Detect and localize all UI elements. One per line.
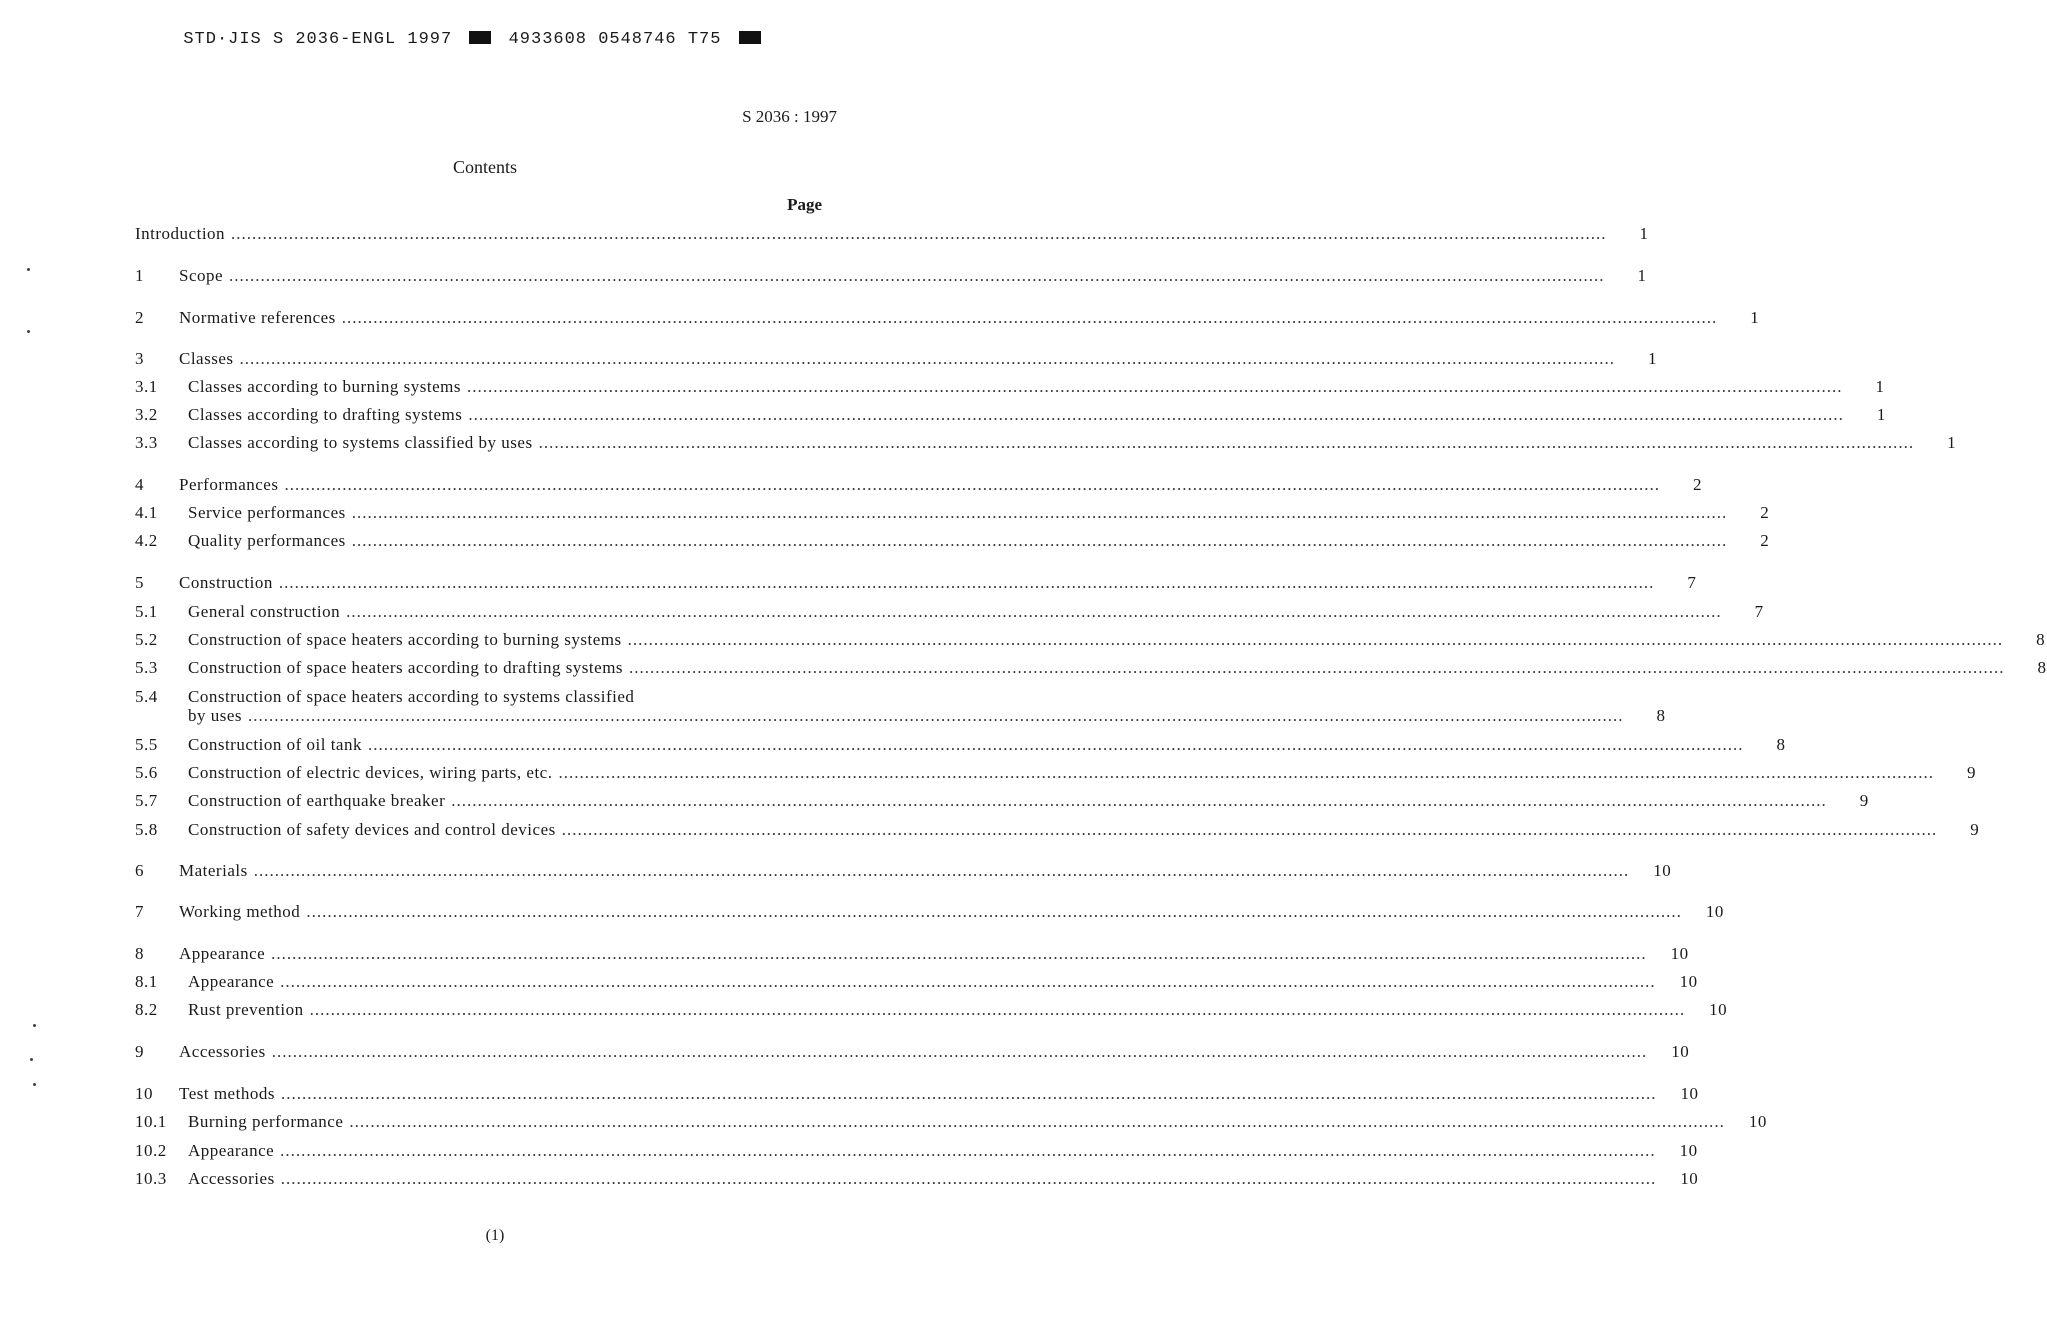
toc-entry-title: Rust prevention: [188, 1000, 304, 1019]
dot-leader: [352, 531, 1728, 551]
toc-entry-page: 9: [1966, 763, 1976, 782]
toc-entry-page: 10: [1670, 944, 1689, 963]
toc-entry-number: 3: [135, 349, 144, 368]
dot-leader: [628, 630, 2004, 650]
toc-entry-title: Construction: [179, 573, 273, 592]
toc-entry-title: Classes according to drafting systems: [188, 405, 463, 424]
toc-entry-title: Classes according to burning systems: [188, 377, 461, 396]
toc-entry-page: 10: [1679, 1141, 1698, 1160]
toc-entry-number: 8.1: [135, 972, 158, 991]
toc-entry-number: 5.7: [135, 791, 158, 810]
toc-entry-page: 2: [1760, 531, 1770, 550]
toc-entry[interactable]: [135, 602, 1764, 622]
toc-entry-title: Accessories: [188, 1169, 275, 1188]
toc-entry-page: 8: [1656, 706, 1666, 725]
toc-entry-title: Normative references: [179, 308, 336, 327]
scan-speck: [27, 330, 30, 333]
toc-entry-page: 7: [1687, 573, 1697, 592]
toc-entry-page: 10: [1680, 1084, 1699, 1103]
header-code-part1: STD·JIS S 2036-ENGL 1997: [183, 30, 453, 49]
toc-entry[interactable]: [135, 1042, 1690, 1062]
dot-leader: [629, 658, 2005, 678]
toc-entry-number: 4: [135, 475, 144, 494]
toc-entry-title: Working method: [179, 902, 301, 921]
toc-entry-page: 1: [1639, 224, 1649, 243]
toc-entry[interactable]: [135, 820, 1980, 840]
toc-entry-page: 10: [1709, 1000, 1728, 1019]
dot-leader: [248, 706, 1624, 726]
scan-speck: [27, 268, 30, 271]
toc-entry-page: 1: [1750, 308, 1760, 327]
dot-leader: [231, 224, 1607, 244]
toc-entry[interactable]: [135, 573, 1697, 593]
dot-leader: [280, 1141, 1656, 1161]
toc-entry-title: Construction of space heaters according to drafting systems: [188, 658, 624, 677]
toc-entry[interactable]: [135, 531, 1770, 551]
toc-entry-page: 8: [2037, 658, 2047, 677]
toc-entry-page: 1: [1648, 349, 1657, 368]
toc-entry-number: 5: [135, 573, 144, 592]
toc-entry-title: Classes according to systems classified by uses: [188, 433, 533, 452]
toc-entry-number: 4.1: [135, 503, 158, 522]
toc-entry-number: 3.3: [135, 433, 158, 452]
toc-entry-number: 10.2: [135, 1141, 167, 1160]
toc-entry-title: Service performances: [188, 503, 346, 522]
toc-entry-number: 5.3: [135, 658, 158, 677]
toc-entry-title: Construction of space heaters according to burning systems: [188, 630, 622, 649]
dot-leader: [352, 503, 1728, 523]
toc-entry[interactable]: [135, 687, 1666, 729]
dot-leader: [279, 573, 1655, 593]
dot-leader: [342, 308, 1718, 328]
toc-entry[interactable]: [135, 944, 1689, 964]
toc-entry-number: 10.3: [135, 1169, 167, 1188]
toc-entry-page: 2: [1692, 475, 1702, 494]
document-header-code: [0, 30, 950, 49]
toc-entry-page: 10: [1748, 1112, 1767, 1131]
toc-entry-number: 5.8: [135, 820, 158, 839]
toc-entry-number: 8.2: [135, 1000, 158, 1019]
toc-entry-page: 10: [1653, 861, 1672, 880]
toc-entry-title-line2: [188, 706, 1666, 726]
toc-entry-number: 1: [135, 266, 144, 285]
toc-entry-title: General construction: [188, 602, 341, 621]
toc-entry[interactable]: [135, 735, 1786, 755]
toc-entry-number: 2: [135, 308, 144, 327]
toc-entry-introduction[interactable]: [135, 224, 1649, 244]
toc-entry-number: 4.2: [135, 531, 158, 550]
toc-entry-page: 1: [1876, 405, 1886, 424]
toc-entry-number: 5.6: [135, 763, 158, 782]
toc-entry-page: 10: [1705, 902, 1724, 921]
toc-entry[interactable]: [135, 266, 1647, 286]
toc-entry-title: Appearance: [188, 972, 275, 991]
dot-leader: [468, 405, 1844, 425]
toc-entry[interactable]: [135, 1084, 1699, 1104]
toc-entry-title-block: [188, 687, 1666, 726]
toc-entry-page: 10: [1680, 1169, 1699, 1188]
dot-leader: [284, 475, 1660, 495]
toc-entry-title: Construction of oil tank: [188, 735, 362, 754]
toc-entry[interactable]: [135, 861, 1672, 881]
toc-entry-title: Performances: [179, 475, 279, 494]
toc-entry[interactable]: [135, 1141, 1698, 1161]
toc-entry[interactable]: [135, 630, 2046, 650]
dot-leader: [368, 735, 1744, 755]
dot-leader: [229, 266, 1605, 286]
toc-entry-title: Burning performance: [188, 1112, 344, 1131]
dot-leader: [346, 602, 1722, 622]
dot-leader: [254, 861, 1630, 881]
toc-entry-number: 5.5: [135, 735, 158, 754]
toc-entry-title: Quality performances: [188, 531, 346, 550]
toc-entry-title: Introduction: [135, 224, 226, 243]
standard-number: S 2036 : 1997: [742, 107, 837, 126]
dot-leader: [271, 944, 1647, 964]
dot-leader: [539, 433, 1915, 453]
page-column-label: Page: [787, 195, 822, 214]
toc-entry[interactable]: [135, 503, 1770, 523]
toc-entry-number: 5.2: [135, 630, 158, 649]
toc-entry-page: 10: [1671, 1042, 1690, 1061]
toc-entry-number: 6: [135, 861, 144, 880]
toc-entry[interactable]: [135, 791, 1869, 811]
toc-entry[interactable]: [135, 405, 1886, 425]
toc-entry[interactable]: [135, 308, 1760, 328]
dot-leader: [280, 972, 1656, 992]
toc-entry-number: 9: [135, 1042, 144, 1061]
toc-entry-page: 1: [1947, 433, 1957, 452]
toc-entry-title: Appearance: [179, 944, 266, 963]
toc-entry[interactable]: [135, 349, 1657, 369]
toc-entry-number: 5.4: [135, 687, 158, 706]
toc-entry-number: 10: [135, 1084, 153, 1103]
toc-entry-page: 8: [1776, 735, 1786, 754]
dot-leader: [306, 902, 1682, 922]
toc-entry-title: Construction of electric devices, wiring parts, etc.: [188, 763, 553, 782]
toc-entry-page: 9: [1970, 820, 1980, 839]
toc-entry-page: 9: [1859, 791, 1869, 810]
toc-entry[interactable]: [135, 902, 1724, 922]
page-number-footer: (1): [485, 1227, 505, 1244]
scan-speck: [33, 1024, 36, 1027]
scan-speck: [30, 1058, 33, 1061]
toc-entry-page: 8: [2036, 630, 2046, 649]
dot-leader: [272, 1042, 1648, 1062]
toc-entry-title: Accessories: [179, 1042, 266, 1061]
black-square-mark: [739, 31, 761, 44]
dot-leader: [310, 1000, 1686, 1020]
dot-leader: [349, 1112, 1725, 1132]
toc-entry-page: 1: [1637, 266, 1647, 285]
toc-entry-title: Construction of earthquake breaker: [188, 791, 446, 810]
scan-speck: [33, 1083, 36, 1086]
toc-entry-title: Classes: [179, 349, 234, 368]
header-code-part2: 4933608 0548746 T75: [508, 30, 722, 49]
toc-entry-page: 1: [1875, 377, 1885, 396]
toc-entry-title: Materials: [179, 861, 248, 880]
toc-entry[interactable]: [135, 658, 2047, 678]
toc-entry[interactable]: [135, 433, 1957, 453]
dot-leader: [558, 763, 1934, 783]
toc-entry-number: 10.1: [135, 1112, 167, 1131]
toc-entry-title: Construction of space heaters according to systems classified: [188, 687, 635, 706]
black-square-mark: [469, 31, 491, 44]
toc-entry-title: Appearance: [188, 1141, 275, 1160]
toc-entry-number: 8: [135, 944, 144, 963]
toc-entry-number: 3.1: [135, 377, 158, 396]
toc-entry-page: 7: [1754, 602, 1764, 621]
toc-entry-number: 7: [135, 902, 144, 921]
dot-leader: [467, 377, 1843, 397]
toc-entry[interactable]: [135, 972, 1698, 992]
dot-leader: [240, 349, 1616, 369]
toc-entry-title-continuation: by uses: [188, 706, 243, 725]
dot-leader: [281, 1169, 1657, 1189]
toc-entry-page: 10: [1679, 972, 1698, 991]
toc-entry-number: 3.2: [135, 405, 158, 424]
toc-entry-title: Construction of safety devices and control devices: [188, 820, 556, 839]
toc-entry[interactable]: [135, 1000, 1728, 1020]
toc-entry-number: 5.1: [135, 602, 158, 621]
toc-entry[interactable]: [135, 475, 1702, 495]
toc-entry[interactable]: [135, 1169, 1699, 1189]
toc-entry[interactable]: [135, 377, 1885, 397]
dot-leader: [281, 1084, 1657, 1104]
toc-entry[interactable]: [135, 1112, 1767, 1132]
toc-entry-title: Scope: [179, 266, 224, 285]
contents-title: Contents: [452, 157, 517, 177]
toc-entry-title: Test methods: [179, 1084, 275, 1103]
toc-entry-page: 2: [1760, 503, 1770, 522]
dot-leader: [451, 791, 1827, 811]
dot-leader: [562, 820, 1938, 840]
toc-entry[interactable]: [135, 763, 1976, 783]
